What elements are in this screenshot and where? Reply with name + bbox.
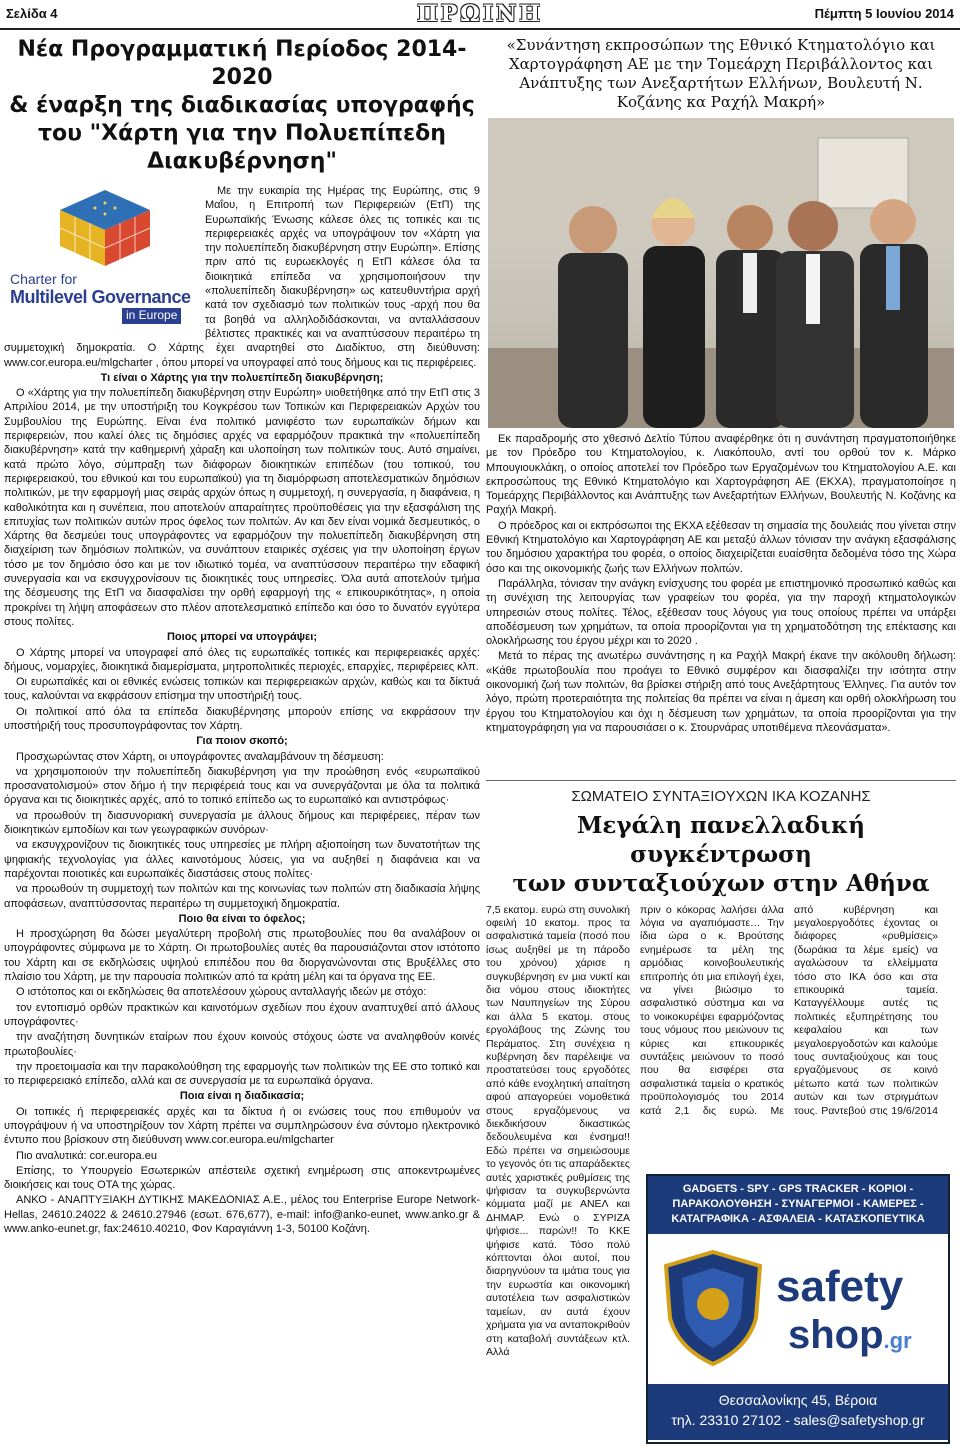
title-line: Διακυβέρνηση" [147,149,337,174]
headline-line: των συνταξιούχων στην Αθήνα [512,869,930,897]
list-item: να εκσυγχρονίζουν τις διοικητικές τους υπηρεσίες με πλήρη αξιοποίηση των δυνατοτήτων της ψηφιακής τεχνολογίας για άλλες καινοτόμους λύσεις, για να αυξηθεί η διαφάνεια και να παρέχονται ποιοτικές και ευρωπαϊκές διαστάσεις στους πολίτες· [4,839,480,880]
section-heading: Ποιος μπορεί να υπογράψει; [166,631,317,644]
cube-graphic-icon [50,188,160,268]
article-paragraph: Εκ παραδρομής στο χθεσινό Δελτίο Τύπου αναφέρθηκε ότι η συνάντηση πραγματοποιήθηκε με τον Πρόεδρο του Κτηματολογίου, κ. Λιακόπουλο, αντί του ορθού τον κ. Μάρκο Μπουγιουκλάκη, ο οποίος αποτελεί τον Πρόεδρο των Εργαζομένων του Κτηματολογίου Α.Ε. και εκπροσώπους της Εθνικό Κτηματολόγιο και Χαρτογράφηση ΑΕ (ΕΚΧΑ), πραγματοποίησε η Τομεάρχης Περιβάλλοντος και Ανάπτυξης των Ανεξαρτήτων Ελλήνων, Βουλευτής Ν. Κοζάνης κα Ραχήλ Μακρή. [486,433,956,517]
rally-column-3 [794,904,938,1118]
ad-brand-tld: .gr [883,1328,912,1353]
meeting-article-body [486,432,956,772]
rally-column-3-text: από κυβέρνηση και μεγαλοεργοδότες έχοντας οι διάφορες «ρυθμίσεις» (δωράκια τα λέμε εμείς) να αγαλώσουν τα ελλείμματα τόσο στο ΙΚΑ όσο και στα επικουρικά ταμεία. Καταγγέλλουμε αυτές τις πολιτικές εξυπηρέτησης του κεφαλαίου και των μεγαλοεργοδοτών και καλούμε τους συνταξιούχους και τους εργαζόμενους σε κοινό μέτωπο κατά των πολιτικών αυτών και των στριγμάτων τους. Ραντεβού στις 19/6/2014 [794,903,938,1117]
section-heading: Για ποιον σκοπό; [196,735,288,748]
right-column [486,36,956,1446]
section-heading: Τι είναι ο Χάρτης για την πολυεπίπεδη διακυβέρνηση; [100,371,384,384]
meeting-article-title: «Συνάντηση εκπροσώπων της Εθνικό Κτηματολόγιο και Χαρτογράφηση ΑΕ με την Τομεάρχη Περιβάλλοντος και Ανάπτυξης των Ανεξαρτήτων Ελλήνων, Βουλευτή Ν. Κοζάνης κα Ραχήλ Μακρή» [506,36,936,111]
rally-column-2: πριν ο κόκορας λαλήσει άλλα λόγια να αγαπιόμαστε… Την ίδια ώρα ο κ. Βρούτσης ενημέρωσε τα μέλη της αρμόδιας κοινοβουλευτικής επιτροπής ότι μια επιλογή έχει, να γίνει βιώσιμο το ασφαλιστικό σύστημα και να το νοικοκυρέψει εφαρμόζοντας τους νόμους που μειώνουν τις κύριες και επικουρικές συντάξεις μειώνουν το ποσό που θα εισφέρει στα ασφαλιστικά ταμεία ο κρατικός προϋπολογισμός του 2014 κατά 2,1 δις ευρώ. Με [640,903,784,1117]
article-paragraph: Οι πολιτικοί από όλα τα επίπεδα διακυβέρνησης μπορούν επίσης να εκφράσουν την υποστήριξή τους προσυπογράφοντας τον Χάρτη. [4,705,480,732]
ad-services: GADGETS - SPY - GPS TRACKER - ΚΟΡΙΟΙ - ΠΑΡΑΚΟΛΟΥΘΗΣΗ - ΣΥΝΑΓΕΡΜΟΙ - ΚΑΜΕΡΕΣ - ΚΑΤΑΓΡΑΦΙΚΑ - ΑΣΦΑΛΕΙΑ - ΚΑΤΑΣΚΟΠΕΥΤΙΚΑ [648,1176,948,1234]
article-paragraph: Παράλληλα, τόνισαν την ανάγκη ενίσχυσης του φορέα με επιστημονικό προσωπικό καθώς και τη συνέχιση της λειτουργίας των γραφείων του φορέα, για την παροχή κτηματολογικών υπηρεσιών στους πολίτες. Τέλος, εξέθεσαν τους λόγους για τους οποίους πρέπει να υπάρξει αποδέσμευση των χρημάτων, τα οποία προορίζονται για τη χρηματοδότηση της επέκτασης και ολοκλήρωσης του έργου μέχρι και το 2020 . [486,577,956,648]
rally-column-1: 7,5 εκατομ. ευρώ στη συνολική οφειλή 10 εκατομ. προς τα ασφαλιστικά ταμεία (ποσό που ίσως αυξηθεί με τη πάροδο του χρόνου) χάρισε η συγκυβέρνηση εν μια νυκτί και δια νόμου στους ιδιοκτήτες των Ναυπηγείων της Σύρου και άλλα 5 εκατομ. στους εργολάβους της Ζώνης του Περάματος. Στη συνέχεια η κυβέρνηση δεν παρέλειψε να προστατεύσει τους εργοδότες από κάθε ενοχλητική απαίτηση αφού απαγορεύει νομοθετικά στους εργαζόμενους να διεκδικήσουν δικαστικώς δεδουλευμένα και ένσημα!! Εδώ πρέπει να σημειώσουμε το γεγονός ότι τις απαράδεκτες αυτές χαριστικές ρυθμίσεις της ψήφισαν τα συγκυβερνώντα κόμματα μαζί με ΑΝΕΛ και ΔΗΜΑΡ. Ενώ ο ΣΥΡΙΖΑ ψήφισε... παρών!! Το ΚΚΕ ψήφισε κατά. Τόσο πολύ κόπτονται όλοι αυτοί, που διαρηγνύουν τα ιμάτια τους για την ευρωστία και οικονομική αυτοτέλεια των ασφαλιστικών ταμείων, αν αυτά έχουν χρήματα για να ανταποκριθούν στη καταβολή συντάξεων κτλ. Αλλά [486,903,630,1358]
safetyshop-ad [646,1174,950,1444]
logo-text: in Europe [122,308,181,324]
shield-logo-icon [658,1248,768,1368]
ad-address: Θεσσαλονίκης 45, Βέροια [718,1392,878,1408]
left-article [4,36,480,1446]
ad-footer [648,1384,948,1440]
article-paragraph: Ο πρόεδρος και οι εκπρόσωποι της ΕΚΧΑ εξέθεσαν τη σημασία της δουλειάς που γίνεται στην Εθνική Κτηματολόγιο και Χαρτογράφηση ΑΕ και μεταξύ άλλων τόνισαν την ανάγκη εξασφάλισης του δημόσιου χαρακτήρα του φορέα, ο οποίος διαχειρίζεται ευαίσθητα δεδομένα τόσο της Χώρα όσο και της οικονομικής ζωής των Ελλήνων πολιτών. [486,519,956,575]
article-paragraph: Μετά το πέρας της ανωτέρω συνάντησης η κα Ραχήλ Μακρή έκανε την ακόλουθη δήλωση: «Κάθε πρωτοβουλία που προάγει το Εθνικό συμφέρον και διασφαλίζει την ισότητα στην οικονομική ζωή των πολιτών, θα βρίσκει στήριξη από τους Ανεξάρτητους Έλληνες. Για αυτόν τον λόγο, πρώτη προτεραιότητα της πολιτείας θα πρέπει να είναι η άμεση και ορθή ολοκλήρωση του έργου του Κτηματολογίου και όχι η δέσμευση των χρημάτων, τα οποία προορίζονται για την κτηματογράφηση για να παρουσιάσει ο κ. Στουρνάρας υποτιθέμενα πλεονάσματα». [486,650,956,734]
list-item: την προετοιμασία και την παρακολούθηση της εφαρμογής των πολιτικών της ΕΕ στο τοπικό και το περιφερειακό επίπεδο, αλλά και σε συνεργασία με τα ευρωπαϊκά όργανα. [4,1060,480,1088]
title-line: του "Χάρτη για την Πολυεπίπεδη [38,121,446,146]
logo-text: Charter for [10,271,77,287]
ad-contact: τηλ. 23310 27102 - sales@safetyshop.gr [671,1412,925,1428]
ad-brand-sub-text: shop [788,1313,884,1357]
article-paragraph: Ο Χάρτης μπορεί να υπογραφεί από όλες τις ευρωπαϊκές τοπικές και περιφερειακές αρχές: δήμους, νομαρχίες, διοικητικά διαμερίσματα, μητροπολιτικές περιοχές, επαρχίες, περιφέρειες κλπ. [4,646,480,673]
section-heading: Ποιο θα είναι το όφελος; [178,912,306,925]
title-line: Νέα Προγραμματική Περίοδος 2014-2020 [17,37,467,90]
contact-paragraph: ΑΝΚΟ - ΑΝΑΠΤΥΞΙΑΚΗ ΔΥΤΙΚΗΣ ΜΑΚΕΔΟΝΙΑΣ Α.Ε., μέλος του Enterprise Europe Network-Hellas, 24610.24022 & 24610.27946 (εσωτ. 676,677), e-mail: info@anko-eunet, www.anko.gr & www.anko-eunet.gr, fax:24610.40210, Φον Καραγιάννη 1-3, 50100 Κοζάνη. [4,1194,480,1236]
list-item: να χρησιμοποιούν την πολυεπίπεδη διακυβέρνηση για την προώθηση ενός «ευρωπαϊκού προσανατολισμού» στον δήμο ή την περιφέρειά τους και να συνεργάζονται με όλα τα πολιτικά όργανα και τις διοικητικές αρχές, από το τοπικό επίπεδο ως το ευρωπαϊκό και αντιστρόφως· [4,765,480,807]
list-item: την αναζήτηση δυνητικών εταίρων που έχουν κοινούς στόχους ώστε να αναληφθούν κοινές πρωτοβουλίες· [4,1031,480,1058]
group-photo-icon [488,118,954,428]
article-paragraph: Η προσχώρηση θα δώσει μεγαλύτερη προβολή στις πρωτοβουλίες που θα αναλάβουν οι υπογράφοντες σύμφωνα με το Χάρτη. Οι πρωτοβουλίες αυτές θα παρουσιάζονται στον ιστότοπο του Χάρτη και σε εκδηλώσεις υψηλού επιπέδου που θα διοργανώνονται στις Βρυξέλλες στο πλαίσιο του Χάρτη, με την παρουσία πολιτικών από τα κράτη μέλη και τα όργανα της ΕΕ. [4,928,480,984]
list-item: να προωθούν τη διασυνοριακή συνεργασία με άλλους δήμους και περιφέρειες, πέραν των διοικητικών εμποδίων και των γεωγραφικών συνόρων· [4,809,480,837]
newspaper-masthead: ΠΡΩΙΝΗ [416,1,544,27]
article-paragraph: Πιο αναλυτικά: cor.europa.eu [16,1149,157,1162]
article-paragraph: Επίσης, το Υπουργείο Εσωτερικών απέστειλε σχετική ενημέρωση στις αποκεντρωμένες διοικήσεις και τους ΟΤΑ της χώρας. [4,1164,480,1192]
article-paragraph: Προσχωρώντας στον Χάρτη, οι υπογράφοντες αναλαμβάνουν τη δέσμευση: [16,750,384,763]
list-item: τον εντοπισμό ορθών πρακτικών και καινοτόμων σχεδίων που έχουν αναπτυχθεί από άλλους υπογράφοντες· [4,1001,480,1028]
article-paragraph: Οι τοπικές ή περιφερειακές αρχές και τα δίκτυα ή οι ενώσεις τους που επιθυμούν να υπογράψουν ή να υποστηρίξουν τον Χάρτη πρέπει να συμπληρώσουν ένα σύντομο ηλεκτρονικό έντυπο που βρίσκουν στη διεύθυνση www.cor.europa.eu/mlgcharter [4,1105,480,1147]
article-paragraph: Με την ευκαιρία της Ημέρας της Ευρώπης, στις 9 Μαΐου, η Επιτροπή των Περιφερειών (ΕτΠ) της Ευρωπαϊκής Ένωσης κάλεσε όλες τις τοπικές και τις περιφερειακές αρχές να υπογράψουν τον «Χάρτη για την πολυεπίπεδη διακυβέρνηση στην Ευρώπη». Επίσης πριν από τις ευρωεκλογές η ΕτΠ κάλεσε όλα τα διοικητικά επίπεδα να χρησιμοποιήσουν την «πολυεπίπεδη διακυβέρνηση» ως κατευθυντήρια αρχή κατά τον σχεδιασμό των πολιτικών τους -αρχή που θα τα βοηθά να αλληλοδιδάσκονται, να ανταλλάσσουν βέλτιστες πρακτικές και να αναπτύσσουν περαιτέρω τη συμμετοχική δημοκρατία. Ο Χάρτης έχει αναρτηθεί στο Διαδίκτυο, στη διεύθυνση: www.cor.europa.eu/mlgcharter , όπου μπορεί να υπογραφεί από τους δήμους και τις περιφέρειες. [4,185,480,369]
article-paragraph: Οι ευρωπαϊκές και οι εθνικές ενώσεις τοπικών και περιφερειακών αρχών, καθώς και τα δίκτυά τους, καλούνται να εκφράσουν επίσημα την υποστήριξή τους. [4,676,480,703]
meeting-photo [488,118,954,428]
title-line: & έναρξη της διαδικασίας υπογραφής [9,93,475,118]
issue-date: Πέμπτη 5 Ιουνίου 2014 [814,6,954,21]
ad-brand [648,1234,948,1384]
union-name: ΣΩΜΑΤΕΙΟ ΣΥΝΤΑΞΙΟΥΧΩΝ ΙΚΑ ΚΟΖΑΝΗΣ [486,780,956,807]
page-header [0,0,960,30]
ad-brand-sub [788,1314,912,1362]
rally-headline [486,811,956,898]
mlg-charter-logo [10,188,195,328]
section-heading: Ποια είναι η διαδικασία; [179,1090,305,1103]
article-paragraph: Ο «Χάρτης για την πολυεπίπεδη διακυβέρνηση στην Ευρώπη» υιοθετήθηκε από την ΕτΠ στις 3 Απριλίου 2014, με την υποστήριξη του Κογκρέσου των Τοπικών και Περιφερειακών Αρχών του Συμβουλίου της Ευρώπης. Είναι ένα πολιτικό μανιφέστο των ευρωπαϊκών δήμων και περιφερειών, που καλεί όλες τις δημόσιες αρχές να εφαρμόζουν πρακτικά την «πολυεπίπεδη διακυβέρνηση» κατά την καθημερινή χάραξη και υλοποίηση των πολιτικών τους. Αυτό σημαίνει, κατά πρώτο λόγο, σύμπραξη των διάφορων διοικητικών επιπέδων (του τοπικού, του περιφερειακού, του εθνικού και του ευρωπαϊκού) για τη διαμόρφωση αποτελεσματικών δημόσιων πολιτικών, με την εφαρμογή μιας σειράς αρχών όπως η συμμετοχή, η συνεργασία, η διαφάνεια, η καθολικότητα και η συνέπεια, που αποτελούν απαραίτητες προϋποθέσεις για την εξασφάλιση της επιτυχίας των πολιτικών αυτών προς όφελος των πολιτών. Αν και δεν είναι νομικά δεσμευτικός, ο Χάρτης θα δεσμεύει τους υπογράφοντες να εφαρμόζουν την πολυεπίπεδη διακυβέρνηση στη διαχείριση των δημόσιων πολιτικών, να συνάπτουν εταιρικές σχέσεις για την υλοποίηση έργων τόσο με τον δημόσιο όσο και με τον ιδιωτικό τομέα, να αναπτύσσουν περαιτέρω την εδαφική συνεργασία και να εκσυγχρονίσουν τις διοικητικές τους υπηρεσίες. Όλα αυτά αποτελούν τμήμα της δέσμευσης της ΕτΠ να διασφαλίσει την ορθή εφαρμογή της « επικουρικότητας», η οποία προκρίνει τη λήψη αποφάσεων στο πλέον αποτελεσματικό επίπεδο και όσο το δυνατόν εγγύτερα στους πολίτες. [4,387,480,628]
headline-line: Μεγάλη πανελλαδική συγκέντρωση [576,811,866,868]
article-title [4,36,480,176]
page-number: Σελίδα 4 [6,6,58,21]
logo-text: Multilevel Governance [10,287,191,307]
list-item: να προωθούν τη συμμετοχή των πολιτών και της κοινωνίας των πολιτών στη διαδικασία λήψης αποφάσεων, αναπτύσσοντας περαιτέρω τη συμμετοχική δημοκρατία. [4,883,480,910]
ad-brand-main: safety [776,1262,904,1311]
article-paragraph: Ο ιστότοπος και οι εκδηλώσεις θα αποτελέσουν χώρους ανταλλαγής ιδεών με στόχο: [16,986,427,999]
